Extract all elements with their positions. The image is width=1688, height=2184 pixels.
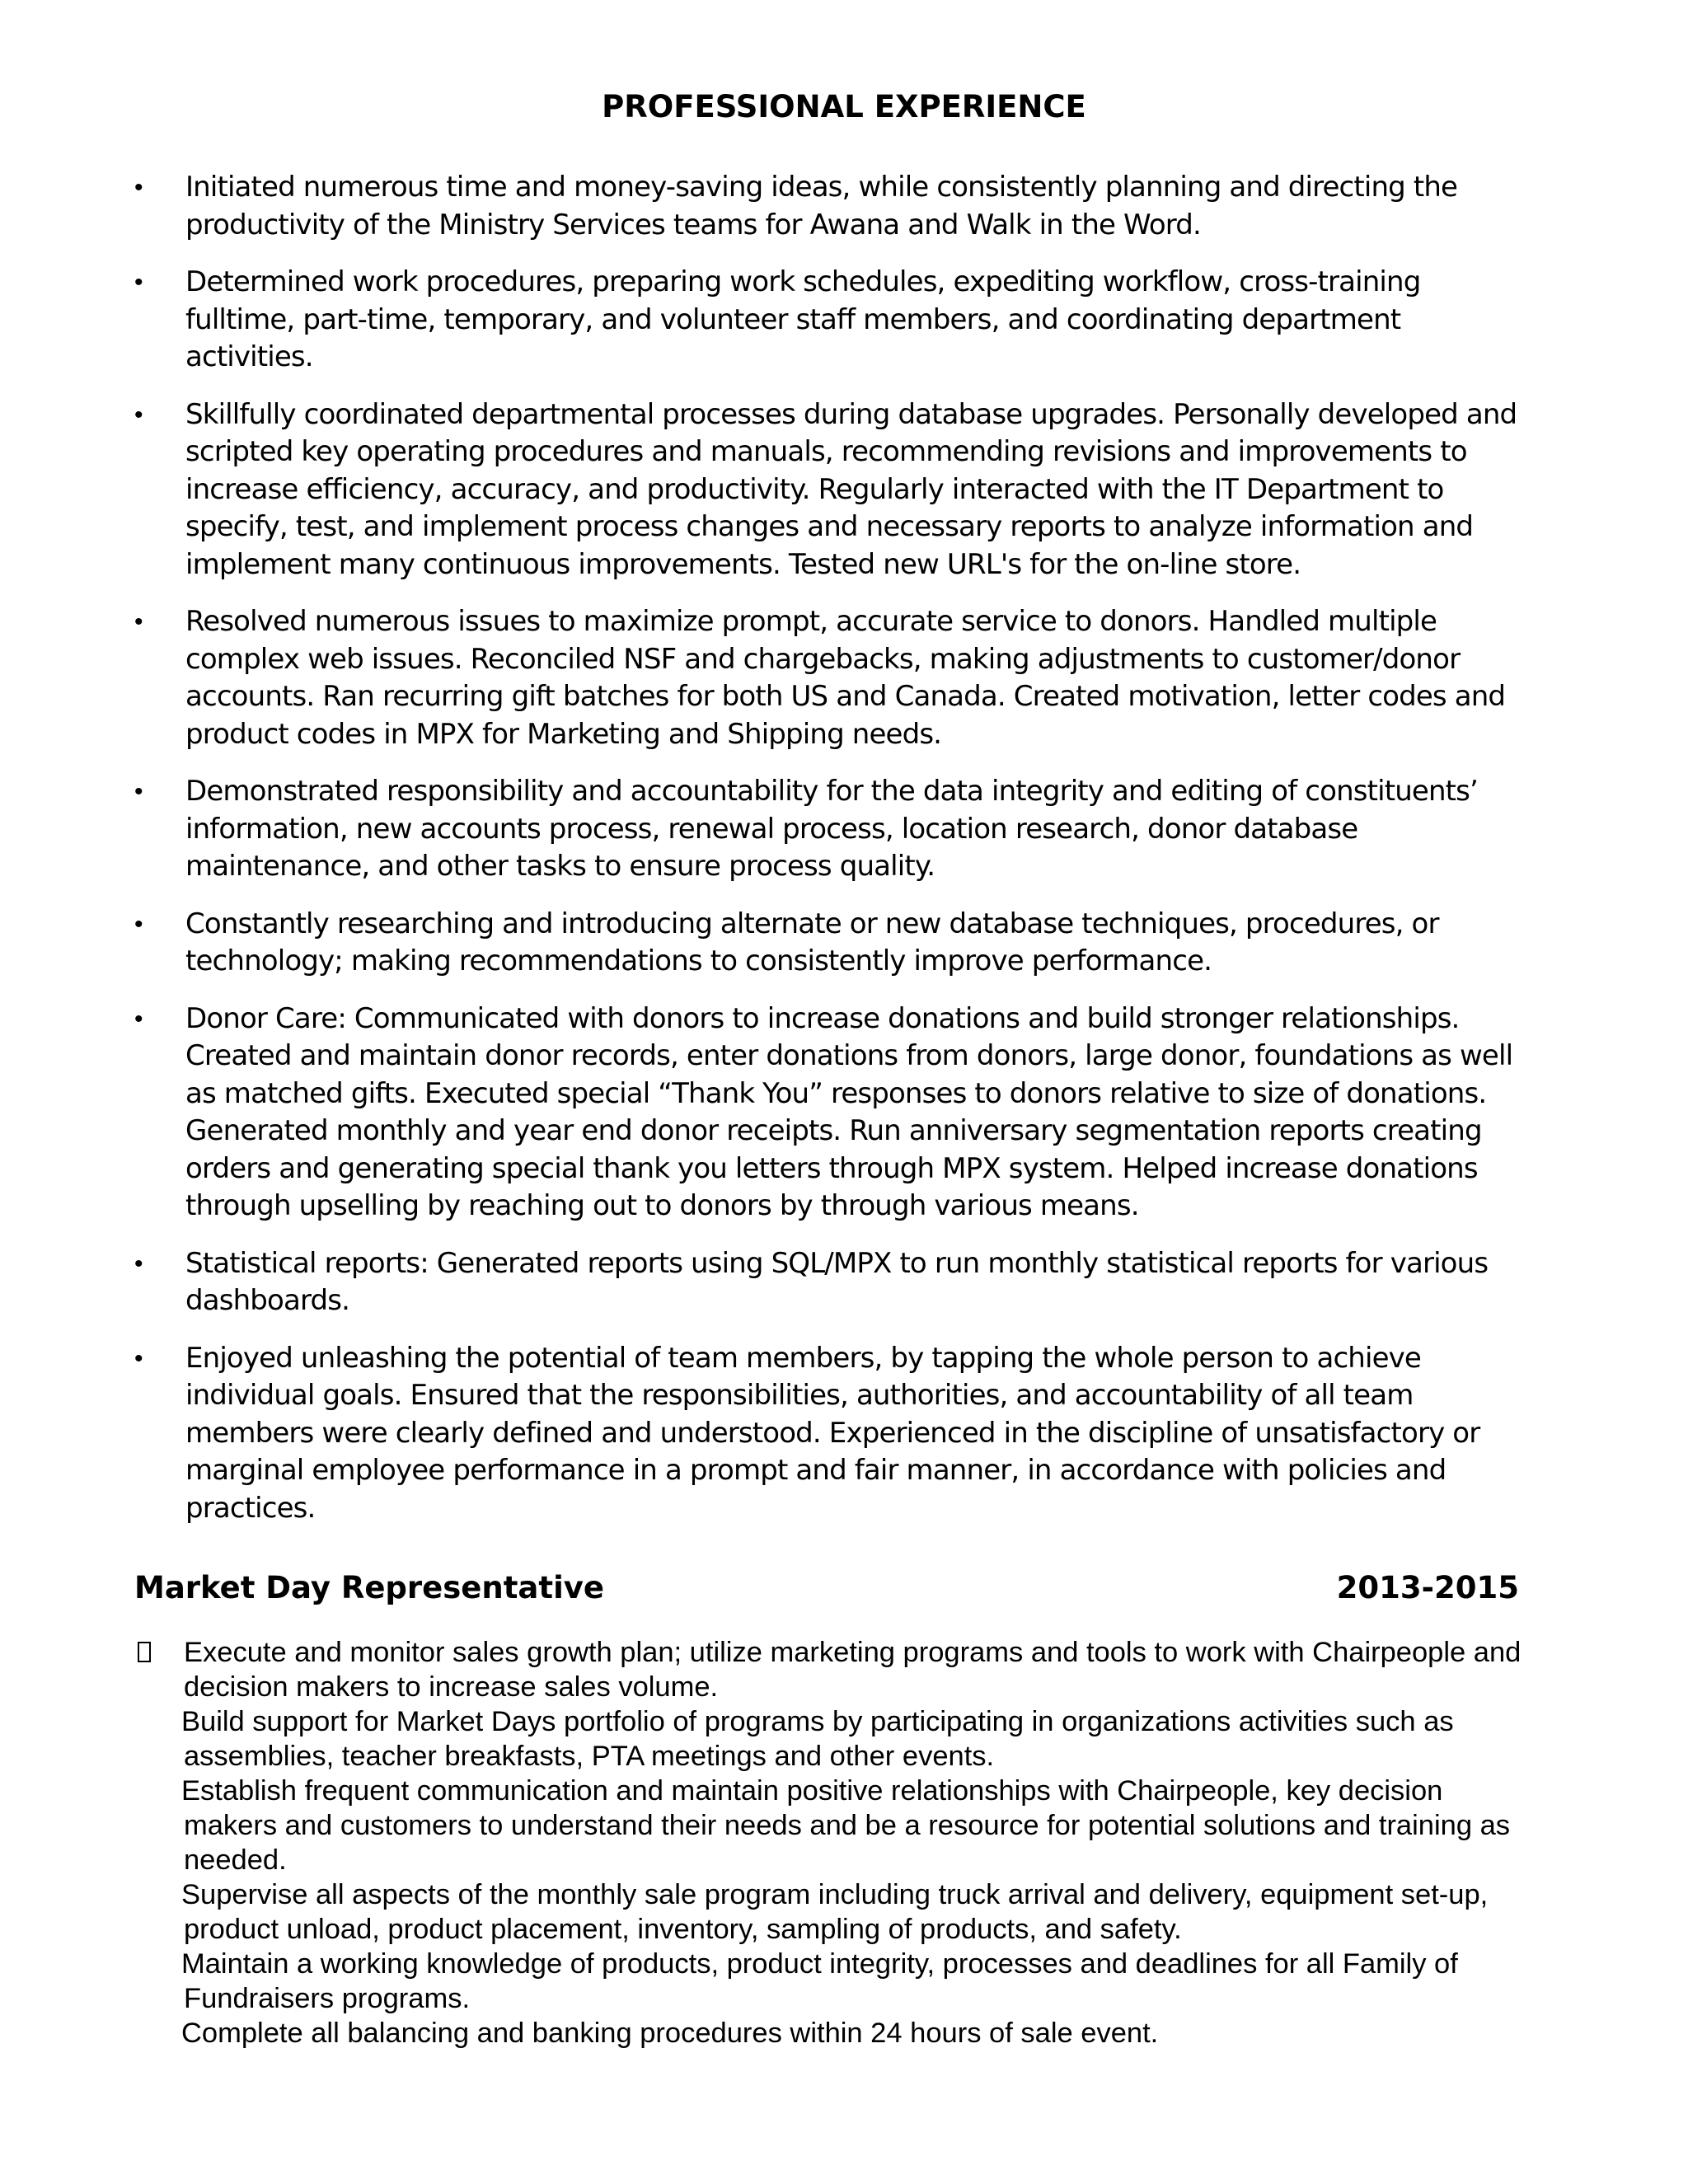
experience-bullet-text: Determined work procedures, preparing work schedules, expediting workflow, cross-training fulltime, part-time, temporary, and volunteer staff members, and coordinating department activities. [185, 265, 1421, 373]
experience-bullet [134, 603, 1519, 753]
job-duty-text: Supervise all aspects of the monthly sale program including truck arrival and delivery, equipment set-up, product unload, product placement, inventory, sampling of products, and safety. [181, 1879, 1489, 1945]
experience-bullet [134, 1340, 1519, 1528]
experience-bullet-text: Demonstrated responsibility and accountability for the data integrity and editing of constituents’ information, new accounts process, renewal process, location research, donor database maintenance, and other tasks to ensure process quality. [185, 775, 1478, 883]
experience-bullet [134, 396, 1519, 584]
bullet-icon: • [134, 174, 143, 201]
bullet-icon: • [134, 269, 143, 296]
experience-bullet [134, 1001, 1519, 1226]
job-duty [134, 1774, 1527, 1877]
job-header [134, 1570, 1519, 1605]
experience-bullet-text: Initiated numerous time and money-saving ideas, while consistently planning and directing the productivity of the Ministry Services teams for Awana and Walk in the Word. [185, 171, 1458, 241]
experience-bullet-text: Resolved numerous issues to maximize prompt, accurate service to donors. Handled multiple complex web issues. Reconciled NSF and chargebacks, making adjustments to customer/donor accounts. Ran recurring gift batches for both US and Canada. Created motivation, letter codes and product codes in MPX for Marketing and Shipping needs. [185, 605, 1506, 751]
bullet-icon: • [134, 910, 143, 938]
job-duty-text: Maintain a working knowledge of products, product integrity, processes and deadlines for all Family of Fundraisers programs. [181, 1948, 1458, 2014]
bullet-icon: • [134, 1249, 143, 1277]
experience-bullet-list [134, 169, 1519, 1547]
job-title: Market Day Representative [134, 1570, 604, 1605]
experience-bullet-text: Constantly researching and introducing alternate or new database techniques, procedures, or technology; making recommendations to consistently improve performance. [185, 907, 1439, 977]
bullet-icon: • [134, 778, 143, 805]
experience-bullet [134, 169, 1519, 244]
bullet-icon: • [134, 401, 143, 429]
job-duty [134, 1947, 1527, 2016]
bullet-icon: • [134, 1344, 143, 1372]
job-duty [134, 1635, 1527, 1704]
experience-bullet-text: Donor Care: Communicated with donors to increase donations and build stronger relationships. Created and maintain donor records, enter donations from donors, large donor, foundations as well as matched gifts. Executed special “Thank You” responses to donors relative to size of donations. Generated monthly and year end donor receipts. Run anniversary segmentation reports creating orders and generating special thank you letters through MPX system. Helped increase donations through upselling by reaching out to donors by through various means. [185, 1001, 1513, 1222]
job-duty-text: Establish frequent communication and maintain positive relationships with Chairpeople, key decision makers and customers to understand their needs and be a resource for potential solutions and training as needed. [181, 1775, 1511, 1876]
bullet-icon: • [134, 608, 143, 635]
experience-bullet [134, 773, 1519, 886]
experience-bullet [134, 906, 1519, 981]
checkbox-glyph-icon [138, 1642, 151, 1662]
job-duty [134, 1877, 1527, 1947]
experience-bullet [134, 1245, 1519, 1320]
job-duty-text: Build support for Market Days portfolio of programs by participating in organizations activities such as assemblies, teacher breakfasts, PTA meetings and other events. [181, 1706, 1454, 1772]
job-duty [134, 2016, 1527, 2050]
section-title: PROFESSIONAL EXPERIENCE [602, 89, 1086, 124]
job-duties [134, 1635, 1527, 2050]
job-duty [134, 1704, 1527, 1774]
experience-bullet-text: Statistical reports: Generated reports using SQL/MPX to run monthly statistical reports for various dashboards. [185, 1246, 1489, 1317]
job-dates: 2013-2015 [1336, 1570, 1519, 1605]
job-duty-text: Complete all balancing and banking procedures within 24 hours of sale event. [181, 2018, 1159, 2049]
bullet-icon: • [134, 1005, 143, 1033]
experience-bullet-text: Enjoyed unleashing the potential of team members, by tapping the whole person to achieve individual goals. Ensured that the responsibilities, authorities, and accountability of all team members were clearly defined and understood. Experienced in the discipline of unsatisfactory or marginal employee performance in a prompt and fair manner, in accordance with policies and practices. [185, 1341, 1480, 1525]
job-duty-text: Execute and monitor sales growth plan; utilize marketing programs and tools to work with Chairpeople and decision makers to increase sales volume. [184, 1637, 1522, 1703]
experience-bullet-text: Skillfully coordinated departmental processes during database upgrades. Personally developed and scripted key operating procedures and manuals, recommending revisions and improvements to increase efficiency, accuracy, and productivity. Regularly interacted with the IT Department to specify, test, and implement process changes and necessary reports to analyze information and implement many continuous improvements. Tested new URL's for the on-line store. [185, 397, 1517, 581]
experience-bullet [134, 264, 1519, 377]
